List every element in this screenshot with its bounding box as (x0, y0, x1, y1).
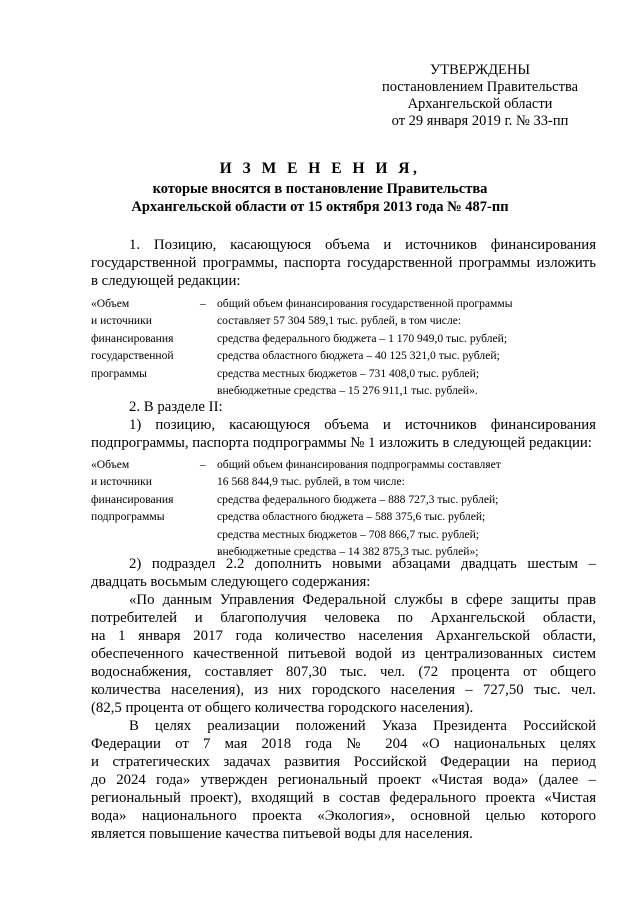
subtitle-line: которые вносятся в постановление Правительства (152, 181, 488, 197)
table-label-line: государственной (91, 349, 174, 363)
quote-paragraph-2 (91, 717, 596, 843)
section-heading: 2. В разделе II: (129, 399, 223, 415)
table-label-line: финансирования (91, 492, 174, 506)
paragraph-line: на 1 января 2017 года количество населения Архангельской области, (91, 628, 596, 644)
item-1-paragraph (91, 236, 596, 290)
paragraph-line: вода» национального проекта «Экология», основной целью которого (91, 808, 596, 824)
item-2-paragraph (91, 398, 596, 452)
paragraph-line: 1) позицию, касающуюся объема и источников финансирования (129, 417, 596, 433)
paragraph-line: и стратегических задачах развития Российской Федерации на период (91, 754, 596, 770)
quote-paragraph-1 (91, 591, 596, 717)
table-value-line: общий объем финансирования государственной программы (217, 297, 513, 310)
paragraph-line: водоснабжения, составляет 807,30 тыс. чел. (72 процента от общего (91, 664, 596, 680)
table-label-line: и источники (91, 475, 152, 489)
table-label-line: «Объем (91, 458, 130, 471)
paragraph-line: В целях реализации положений Указа Президента Российской (129, 718, 596, 734)
table-value-line: средства федерального бюджета – 888 727,3 тыс. рублей; (217, 492, 499, 506)
paragraph-line: «По данным Управления Федеральной службы в сфере защиты прав (129, 592, 596, 608)
approval-line: постановлением Правительства (381, 79, 579, 95)
paragraph-line: подпрограммы, паспорта подпрограммы № 1 изложить в следующей редакции: (91, 435, 592, 451)
table-value-line: средства федерального бюджета – 1 170 949,0 тыс. рублей; (217, 331, 508, 345)
paragraph-line: региональный проект), входящий в состав федерального проекта «Чистая (91, 790, 596, 806)
table-value-line: общий объем финансирования подпрограммы составляет (217, 458, 501, 471)
table-2-subprogram-position (91, 456, 591, 566)
paragraph-line: количества населения), из них городского населения – 727,50 тыс. чел. (91, 682, 596, 698)
table-label-line: подпрограммы (91, 510, 165, 524)
table-dash: – (200, 297, 206, 310)
table-label-line: «Объем (91, 297, 130, 310)
subtitle-line: Архангельской области от 15 октября 2013 года № 487-пп (131, 199, 509, 215)
paragraph-line: в следующей редакции: (91, 273, 241, 289)
table-label-line: финансирования (91, 331, 174, 345)
paragraph-line: является повышение качества питьевой воды для населения. (91, 826, 473, 842)
approval-block (360, 62, 600, 130)
approval-line: Архангельской области (407, 96, 553, 112)
table-value-line: средства местных бюджетов – 731 408,0 тыс. рублей; (217, 366, 480, 380)
approval-date: от 29 января 2019 г. № 33-пп (391, 113, 569, 129)
paragraph-line: Федерации от 7 мая 2018 года № 204 «О национальных целях (91, 736, 596, 752)
approval-title: УТВЕРЖДЕНЫ (429, 62, 531, 78)
paragraph-line: до 2024 года» утвержден региональный проект «Чистая вода» (далее – (91, 772, 596, 788)
table-value-line: внебюджетные средства – 15 276 911,1 тыс. рублей». (217, 384, 478, 397)
paragraph-line: потребителей и благополучия человека по Архангельской области, (91, 610, 596, 626)
paragraph-line: 2) подраздел 2.2 дополнить новыми абзацами двадцать шестым – (129, 556, 596, 572)
table-value-line: средства местных бюджетов – 708 866,7 тыс. рублей; (217, 527, 480, 541)
paragraph-line: (82,5 процента от общего количества городского населения). (91, 700, 474, 716)
paragraph-line: двадцать восьмым следующего содержания: (91, 574, 371, 590)
paragraph-line: обеспеченного качественной питьевой водой из централизованных систем (91, 646, 596, 662)
table-value-line: средства областного бюджета – 588 375,6 тыс. рублей; (217, 510, 486, 524)
item-2-2-paragraph (91, 555, 596, 591)
document-heading: И З М Е Н Е Н И Я, (219, 160, 421, 177)
table-dash: – (200, 458, 206, 471)
document-subtitle (60, 180, 580, 216)
paragraph-line: 1. Позицию, касающуюся объема и источников финансирования (129, 237, 596, 253)
table-label-line: программы (91, 366, 147, 380)
table-label-line: и источники (91, 314, 152, 328)
table-value-line: внебюджетные средства – 14 382 875,3 тыс. рублей»; (217, 545, 479, 558)
paragraph-line: государственной программы, паспорта государственной программы изложить (91, 255, 596, 271)
table-1-passport-position (91, 295, 591, 405)
table-value-line: средства областного бюджета – 40 125 321,0 тыс. рублей; (217, 349, 500, 363)
table-value-line: 16 568 844,9 тыс. рублей, в том числе: (217, 475, 405, 489)
table-value-line: составляет 57 304 589,1 тыс. рублей, в том числе: (217, 314, 462, 328)
